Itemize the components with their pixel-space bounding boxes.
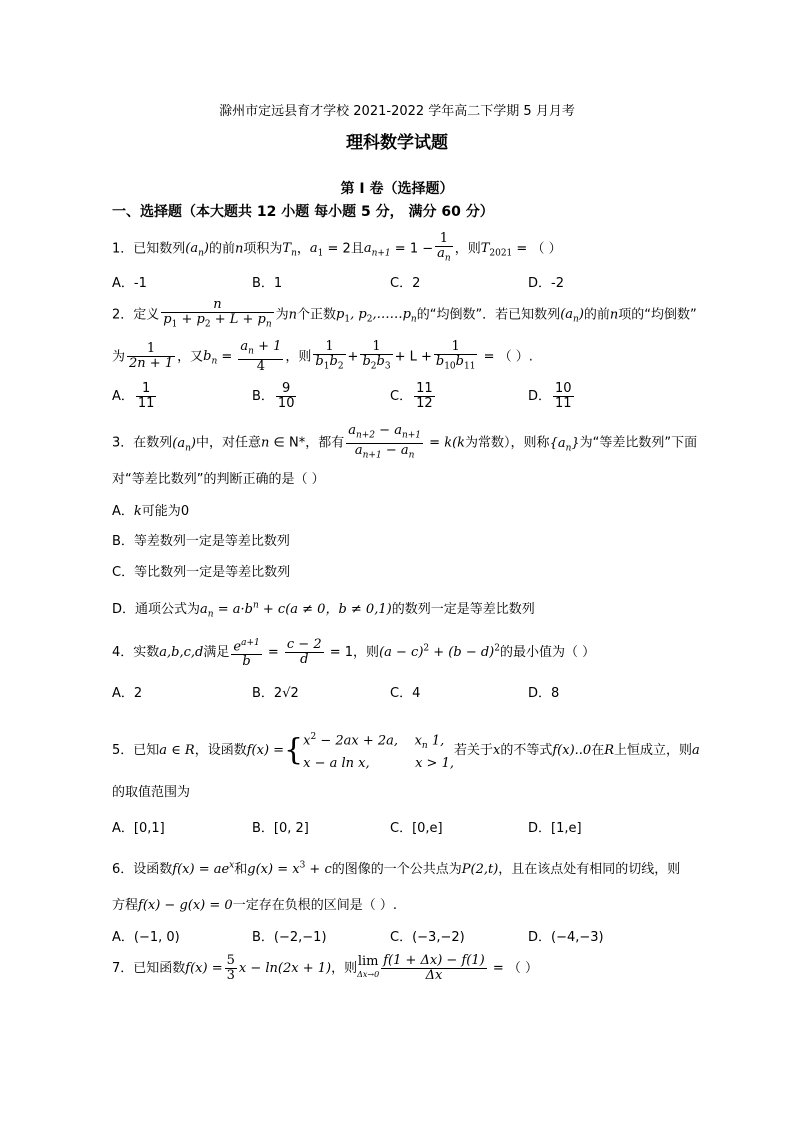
- question-3-line-2: 对“等差比数列”的判断正确的是（ ）: [112, 472, 325, 487]
- q4-option-c[interactable]: C．4: [390, 686, 421, 701]
- q3-option-b[interactable]: B．等差数列一定是等差比数列: [112, 534, 290, 549]
- question-6-line-2: 方程f(x) − g(x) = 0一定存在负根的区间是（ ）.: [112, 898, 397, 913]
- q3-option-c[interactable]: C．等比数列一定是等差比数列: [112, 565, 291, 580]
- question-4: 4．实数a,b,c,d满足 $\frac{e^{a+1}}{b}$ = $\frac{c - 2}{d}$ = 1，则$(a - c)^2 + (b - d)^2$的最小值为（ ）: [112, 637, 596, 670]
- q5-option-c[interactable]: C．[0,e]: [390, 821, 443, 836]
- question-5-line-2: 的取值范围为: [112, 785, 191, 800]
- q4-option-b[interactable]: B．2√2: [252, 686, 299, 701]
- q5-option-a[interactable]: A．[0,1]: [112, 821, 165, 836]
- question-3: 3．在数列$(a_n)$中，对任意n ∈ N*，都有 $\frac{a_{n+2} - a_{n+1}}{a_{n+1} - a_n}$ = k(k为常数），则称$\{a_n\}$为“等差比数列”下面: [112, 423, 698, 461]
- q6-option-a[interactable]: A．(−1, 0): [112, 930, 180, 945]
- q1-option-c[interactable]: C．2: [390, 276, 421, 291]
- q6-option-b[interactable]: B．(−2,−1): [252, 930, 327, 945]
- q4-option-d[interactable]: D．8: [528, 686, 560, 701]
- q1-option-d[interactable]: D．-2: [528, 276, 564, 291]
- question-5: 5．已知a ∈ R，设函数$f(x) =\{x^2 - 2ax + 2a$, $x_n$ 1, x − a ln x, x > 1,若关于x的不等式f(x)..0在R上恒成立，则a: [112, 732, 700, 771]
- question-2: 2．定义 $\frac{n}{p_1 + p_2 + L + p_n}$ 为n个正数$p_1$, $p_2,\dots\dots p_n$的“均倒数”．若已知数列$(a_n)$的前n项的“均倒数”: [112, 297, 697, 330]
- section-title: 一、选择题（本大题共 12 小题 每小题 5 分， 满分 60 分）: [112, 204, 494, 220]
- q3-option-a[interactable]: A．k可能为0: [112, 504, 190, 519]
- q5-option-d[interactable]: D．[1,e]: [528, 821, 582, 836]
- q2-option-d[interactable]: D． $\frac{10}{11}$: [528, 381, 572, 411]
- question-7: 7．已知函数f(x) = $\frac{5}{3}$ x − ln(2x + 1)，则lim Δx→0 $\frac{f(1 + \Delta x) - f(1)}{\Delta x}$ = （ ）: [112, 953, 538, 983]
- exam-title: 理科数学试题: [346, 133, 448, 153]
- q2-option-a[interactable]: A． $\frac{1}{11}$: [112, 381, 155, 411]
- q5-option-b[interactable]: B．[0, 2]: [252, 821, 309, 836]
- question-6: 6．设函数$f(x) = ae^x$和$g(x) = x^3 + c$的图像的一个公共点为P(2,t)，且在该点处有相同的切线，则: [112, 860, 681, 877]
- q1-option-a[interactable]: A．-1: [112, 276, 147, 291]
- school-line: 滁州市定远县育才学校 2021-2022 学年高二下学期 5 月月考: [219, 104, 575, 119]
- q1-option-b[interactable]: B．1: [252, 276, 283, 291]
- volume-title: 第 I 卷（选择题）: [340, 181, 454, 197]
- q2-option-b[interactable]: B． $\frac{9}{10}$: [252, 381, 295, 411]
- q6-option-d[interactable]: D．(−4,−3): [528, 930, 604, 945]
- question-1: 1．已知数列$(a_n)$的前n项积为$T_n$，$a_1 = 2$且$a_{n+1} = 1$ − $\frac{1}{a_n}$ ，则$T_{2021}$ = （ ）: [112, 231, 562, 264]
- q4-option-a[interactable]: A．2: [112, 686, 143, 701]
- q2-option-c[interactable]: C． $\frac{11}{12}$: [390, 381, 433, 411]
- q3-option-d[interactable]: D．通项公式为$a_n = a\cdot b^n + c(a \ne 0$，b ≠ 0,1)的数列一定是等差比数列: [112, 600, 535, 620]
- q6-option-c[interactable]: C．(−3,−2): [390, 930, 465, 945]
- question-2-line-2: 为 $\frac{1}{2n + 1}$ ，又$b_n$ = $\frac{a_n + 1}{4}$ ，则 $\frac{1}{b_1b_2}$ + $\frac{1}{b_2b_3}$ + L + $\frac{1}{b_{10}b_{11}}$ = （ ）.: [112, 339, 533, 374]
